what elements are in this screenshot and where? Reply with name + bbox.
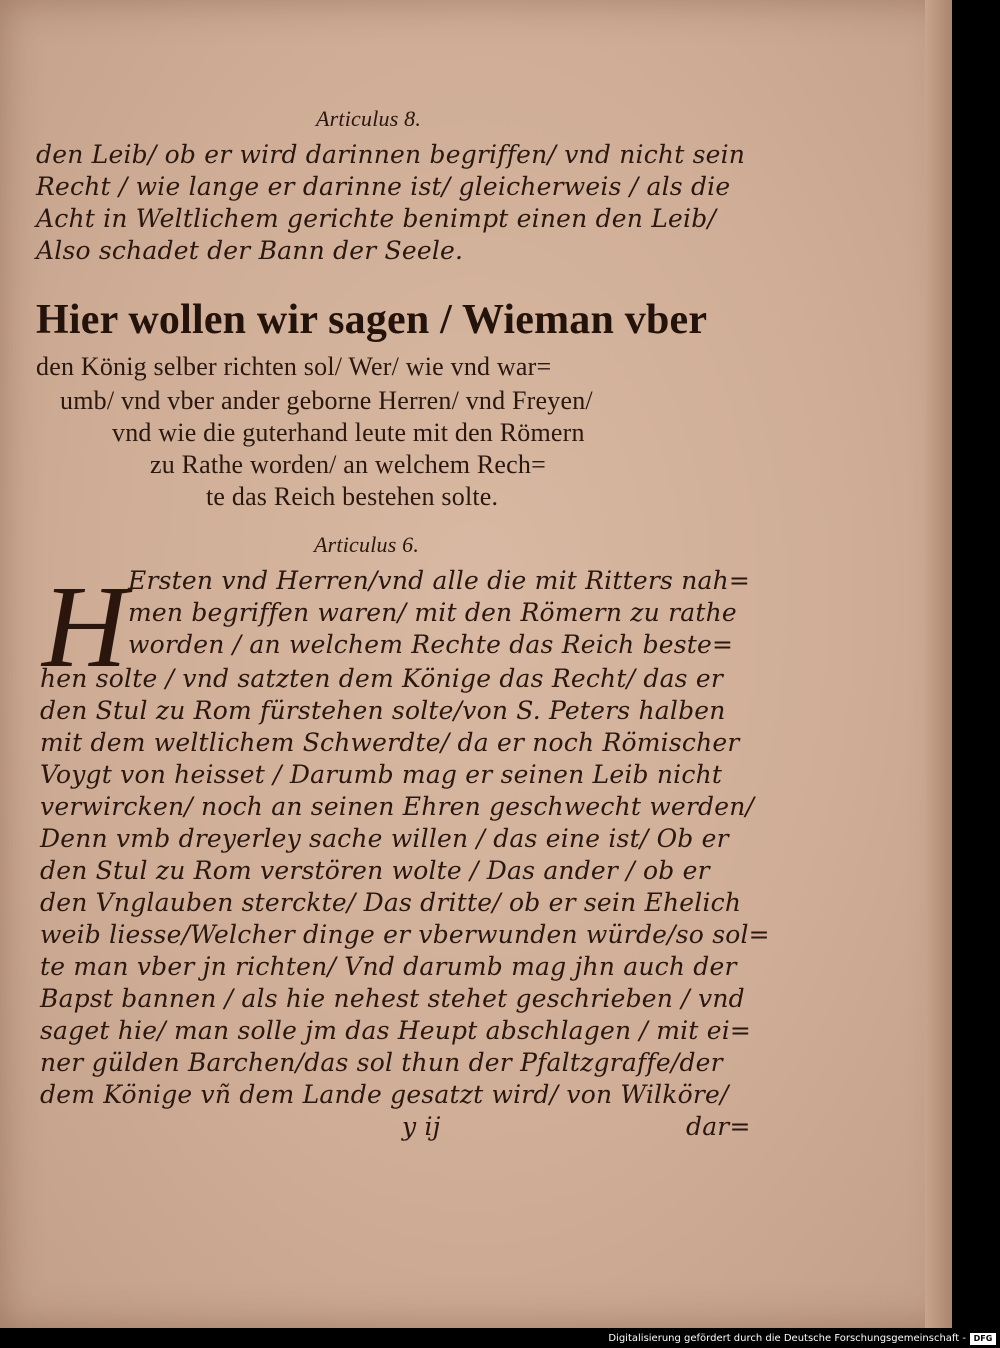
text-line: worden / an welchem Rechte das Reich beste= (128, 630, 734, 659)
catchword: dar= (686, 1112, 751, 1141)
footer-credit: Digitalisierung gefördert durch die Deutsche Forschungsgemeinschaft - (608, 1333, 966, 1344)
text-line: Voygt von heisset / Darumb mag er seinen Leib nicht (40, 760, 723, 789)
text-line: Recht / wie lange er darinne ist/ gleicherweis / als die (36, 172, 731, 201)
text-line: den Stul zu Rom verstören wolte / Das ander / ob er (40, 856, 710, 885)
text-line: saget hie/ man solle jm das Heupt abschlagen / mit ei= (40, 1016, 752, 1045)
sub-heading-line: umb/ vnd vber ander geborne Herren/ vnd Freyen/ (60, 386, 593, 415)
text-line: hen solte / vnd satzten dem Könige das Recht/ das er (40, 664, 723, 693)
text-line: ner gülden Barchen/das sol thun der Pfaltzgraffe/der (40, 1048, 723, 1077)
text-line: den Stul zu Rom fürstehen solte/von S. Peters halben (40, 696, 726, 725)
text-line: mit dem weltlichem Schwerdte/ da er noch Römischer (40, 728, 740, 757)
sub-heading-line: te das Reich bestehen solte. (206, 482, 499, 511)
text-line: verwircken/ noch an seinen Ehren geschwecht werden/ (40, 792, 755, 821)
page-edge (925, 0, 952, 1328)
text-line: Denn vmb dreyerley sache willen / das eine ist/ Ob er (40, 824, 729, 853)
text-line: Acht in Weltlichem gerichte benimpt einen den Leib/ (36, 204, 717, 233)
text-line: Bapst bannen / als hie nehest stehet geschrieben / vnd (40, 984, 745, 1013)
text-line: te man vber jn richten/ Vnd darumb mag jhn auch der (40, 952, 737, 981)
text-line: weib liesse/Welcher dinge er vberwunden würde/so sol= (40, 920, 770, 949)
text-line: dem Könige vñ dem Lande gesatzt wird/ von Wilköre/ (40, 1080, 729, 1109)
text-line: den Leib/ ob er wird darinnen begriffen/ vnd nicht sein (36, 140, 746, 169)
section-heading: Hier wollen wir sagen / Wieman vber (36, 297, 708, 343)
sub-heading-line: vnd wie die guterhand leute mit den Römern (112, 418, 585, 447)
sub-heading-line: den König selber richten sol/ Wer/ wie vnd war= (36, 352, 552, 381)
sub-heading-line: zu Rathe worden/ an welchem Rech= (150, 450, 546, 479)
text-line: Ersten vnd Herren/vnd alle die mit Ritters nah= (128, 566, 751, 595)
text-line: Also schadet der Bann der Seele. (36, 236, 464, 265)
article-label-top: Articulus 8. (316, 106, 422, 131)
text-line: den Vnglauben sterckte/ Das dritte/ ob er sein Ehelich (40, 888, 742, 917)
dfg-logo: DFG (970, 1333, 996, 1345)
article-label: Articulus 6. (314, 532, 420, 557)
drop-cap: H (42, 561, 128, 692)
signature-mark: y ij (402, 1112, 441, 1141)
text-line: men begriffen waren/ mit den Römern zu rathe (128, 598, 737, 627)
